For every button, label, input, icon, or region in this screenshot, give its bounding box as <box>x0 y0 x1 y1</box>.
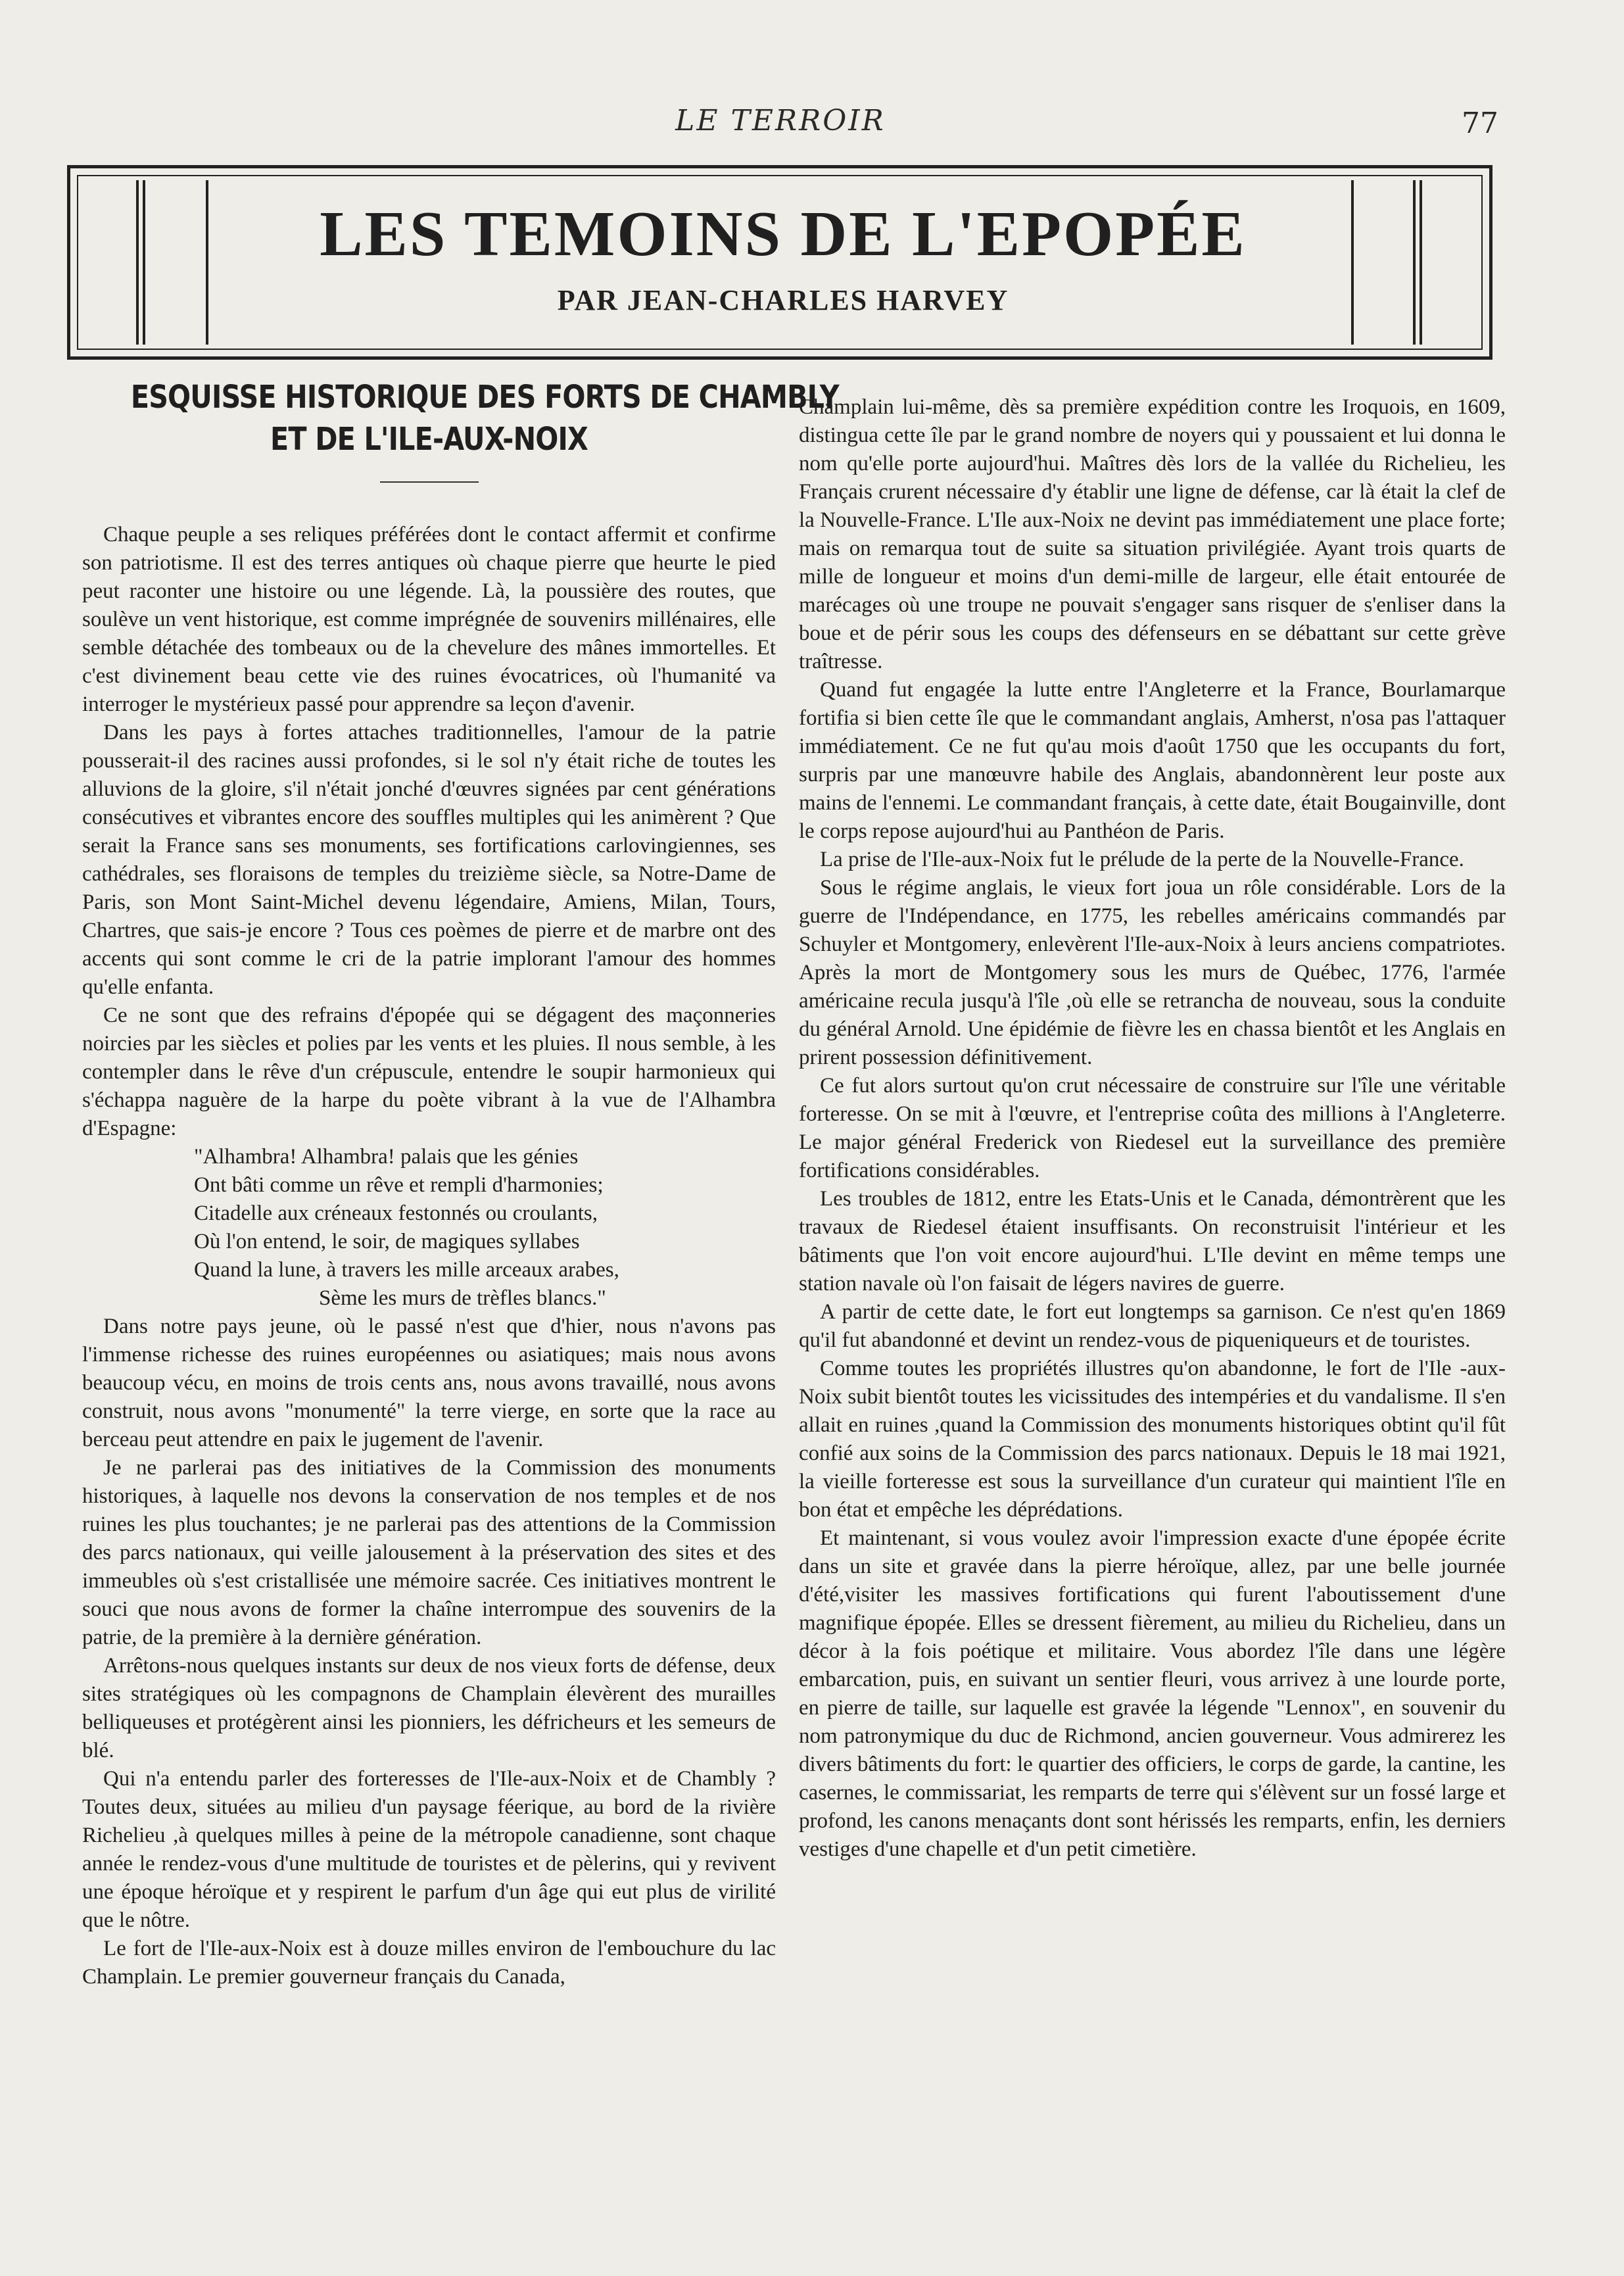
paragraph: Qui n'a entendu parler des forteresses de l'Ile-aux-Noix et de Chambly ? Toutes deux, situées au milieu d'un paysage féerique, au bord de la rivière Richelieu ,à quelques milles à peine de la métropole canadienne, sont chaque année le rendez-vous d'une multitude de touristes et de pèlerins, qui y revivent une époque héroïque et y respirent le parfum d'un âge qui eut plus de virilité que le nôtre. <box>82 1767 776 1932</box>
poem-line: Où l'on entend, le soir, de magiques syllabes <box>194 1230 580 1253</box>
paragraph: Et maintenant, si vous voulez avoir l'impression exacte d'une épopée écrite dans un site et gravée dans la pierre héroïque, allez, par une belle journée d'été,visiter les massives fortifications qui furent l'aboutissement d'une magnifique épopée. Elles se dressent fièrement, au milieu du Richelieu, dans un décor à la fois poétique et militaire. Vous abordez l'île dans une légère embarcation, puis, en suivant un sentier fleuri, vous arrivez à une lourde porte, en pierre de taille, sur laquelle est gravée la légende "Lennox", en souvenir du nom patronymique du duc de Richmond, ancien gouverneur. Vous admirerez les divers bâtiments du fort: le quartier des officiers, le corps de garde, la cantine, les casernes, le commissariat, les remparts de terre qui s'élèvent sur un fossé large et profond, les canons menaçants dont sont hérissés les remparts, enfin, les derniers vestiges d'une chapelle et d'un petit cimetière. <box>799 1526 1506 1861</box>
article-subheading <box>130 376 839 460</box>
poem-line: Citadelle aux créneaux festonnés ou croulants, <box>194 1201 598 1225</box>
paragraph: Champlain lui-même, dès sa première expédition contre les Iroquois, en 1609, distingua cette île par le grand nombre de noyers qui y poussaient et lui donna le nom qu'elle porte aujourd'hui. Maîtres dès lors de la vallée du Richelieu, les Français crurent nécessaire d'y établir une ligne de défense, car là était la clef de la Nouvelle-France. L'Ile aux-Noix ne devint pas immédiatement une place forte; mais on remarqua tout de suite sa situation privilégiée. Ayant trois quarts de mille de longueur et moins d'un demi-mille de largeur, elle était entourée de marécages où une troupe ne pouvait s'engager sans risquer de s'enliser dans la boue et de périr sous les coups des défenseurs en se débattant sur cette grève traîtresse. <box>799 395 1506 673</box>
paragraph: Je ne parlerai pas des initiatives de la Commission des monuments historiques, à laquelle nos devons la conservation de nos temples et de nos ruines les plus touchantes; je ne parlerai pas des attentions de la Commission des parcs nationaux, qui veille jalousement à la préservation des sites et des immeubles où s'est cristallisée une mémoire sacrée. Ces initiatives montrent le souci que nous avons de former la chaîne interrompue des souvenirs de la patrie, de la première à la dernière génération. <box>82 1456 776 1649</box>
frame-bar-right-3 <box>1420 180 1422 345</box>
subheading-line: ET DE L'ILE-AUX-NOIX <box>270 421 588 458</box>
poem-line: Sème les murs de trèfles blancs." <box>319 1286 606 1310</box>
running-title: LE TERROIR <box>675 104 886 137</box>
left-column <box>82 376 839 1991</box>
frame-bar-left-2 <box>143 180 145 345</box>
paragraph: Les troubles de 1812, entre les Etats-Unis et le Canada, démontrèrent que les travaux de Riedesel étaient insuffisants. On reconstruisit l'intérieur et les bâtiments que l'on voit encore aujourd'hui. L'Ile devint en même temps une station navale où l'on faisait de légers navires de guerre. <box>799 1187 1506 1295</box>
paragraph: Ce fut alors surtout qu'on crut nécessaire de construire sur l'île une véritable forteresse. On se mit à l'œuvre, et l'entreprise coûta des millions à l'Angleterre. Le major général Frederick von Riedesel eut la surveillance des première fortifications considérables. <box>799 1074 1506 1182</box>
poem-line: "Alhambra! Alhambra! palais que les génies <box>194 1145 579 1169</box>
paragraph: Ce ne sont que des refrains d'épopée qui se dégagent des maçonneries noircies par les siècles et polies par les vents et les pluies. Il nous semble, à les contempler dans le rêve d'un crépuscule, entendre le soupir harmonieux qui s'échappa naguère de la harpe du poète vibrant à la vue de l'Alhambra d'Espagne: <box>82 1004 776 1140</box>
frame-bar-left-1 <box>136 180 139 345</box>
paragraph: Dans notre pays jeune, où le passé n'est que d'hier, nous n'avons pas l'immense richesse des ruines européennes ou asiatiques; mais nous avons beaucoup vécu, en moins de trois cents ans, nous avons travaillé, nous avons construit, nous avons "monumenté" la terre vierge, en sorte que la race au berceau peut attendre en paix le jugement de l'avenir. <box>82 1315 776 1451</box>
frame-bar-right-1 <box>1351 180 1354 345</box>
frame-bar-right-2 <box>1413 180 1416 345</box>
paragraph: Dans les pays à fortes attaches traditionnelles, l'amour de la patrie pousserait-il des racines aussi profondes, si le sol n'y était riche de toutes les alluvions de la gloire, s'il n'était jonché d'œuvres signées par cent générations consécutives et vibrantes encore des souffles multiples qui les animèrent ? Que serait la France sans ses monuments, ses fortifications carlovingiennes, ses cathédrales, ses floraisons de temples du treizième siècle, sa Notre-Dame de Paris, son Mont Saint-Michel devenu légendaire, Amiens, Milan, Tours, Chartres, que sais-je encore ? Tous ces poèmes de pierre et de marbre ont des accents qui sont comme le cri de la patrie implorant l'amour des hommes qu'elle enfanta. <box>82 721 776 999</box>
paragraph: Comme toutes les propriétés illustres qu'on abandonne, le fort de l'Ile -aux-Noix subit bientôt toutes les vicissitudes des intempéries et du vandalisme. Il s'en allait en ruines ,quand la Commission des monuments historiques obtint qu'il fût confié aux soins de la Commission des parcs nationaux. Depuis le 18 mai 1921, la vieille forteresse est sous la surveillance d'un curateur qui maintient l'île en bon état et empêche les déprédations. <box>799 1357 1506 1522</box>
article-byline: PAR JEAN-CHARLES HARVEY <box>557 284 1009 316</box>
paragraph: A partir de cette date, le fort eut longtemps sa garnison. Ce n'est qu'en 1869 qu'il fut abandonné et devint un rendez-vous de piqueniqueurs et de touristes. <box>799 1300 1506 1352</box>
paragraph: Le fort de l'Ile-aux-Noix est à douze milles environ de l'embouchure du lac Champlain. Le premier gouverneur français du Canada, <box>82 1937 776 1989</box>
article-title: LES TEMOINS DE L'EPOPÉE <box>320 199 1247 270</box>
paragraph: La prise de l'Ile-aux-Noix fut le prélude de la perte de la Nouvelle-France. <box>820 848 1464 871</box>
paragraph: Chaque peuple a ses reliques préférées dont le contact affermit et confirme son patriotisme. Il est des terres antiques où chaque pierre que heurte le pied peut raconter une histoire ou une légende. Là, la poussière des routes, que soulève un vent historique, est comme imprégnée de souvenirs millénaires, elle semble détachée des tombeaux ou de la chevelure des mânes immortelles. Et c'est divinement beau cette vie des ruines évocatrices, où l'humanité va interroger le mystérieux passé pour apprendre sa leçon d'avenir. <box>82 523 776 716</box>
paragraph: Arrêtons-nous quelques instants sur deux de nos vieux forts de défense, deux sites stratégiques où les compagnons de Champlain élevèrent des murailles belliqueuses et protégèrent ainsi les pionniers, les défricheurs et les semeurs de blé. <box>82 1654 776 1762</box>
section-divider <box>380 481 479 483</box>
right-column <box>799 393 1506 1864</box>
poem-quote <box>82 1143 776 1313</box>
title-frame <box>67 165 1493 360</box>
subheading-line: ESQUISSE HISTORIQUE DES FORTS DE CHAMBLY <box>130 379 839 416</box>
frame-bar-left-3 <box>206 180 208 345</box>
poem-line: Ont bâti comme un rêve et rempli d'harmonies; <box>194 1173 604 1197</box>
paragraph: Sous le régime anglais, le vieux fort joua un rôle considérable. Lors de la guerre de l'Indépendance, en 1775, les rebelles américains commandés par Schuyler et Montgomery, enlevèrent l'Ile-aux-Noix à leurs anciens compatriotes. Après la mort de Montgomery sous les murs de Québec, 1776, l'armée américaine recula jusqu'à l'île ,où elle se retrancha de nouveau, sous la conduite du général Arnold. Une épidémie de fièvre les en chassa bientôt et les Anglais en prirent possession définitivement. <box>799 876 1506 1069</box>
paragraph: Quand fut engagée la lutte entre l'Angleterre et la France, Bourlamarque fortifia si bien cette île que le commandant anglais, Amherst, n'osa pas l'attaquer immédiatement. Ce ne fut qu'au mois d'août 1750 que les occupants du fort, surpris par une manœuvre habile des Anglais, abandonnèrent leur poste aux mains de l'ennemi. Le commandant français, à cette date, était Bougainville, dont le corps repose aujourd'hui au Panthéon de Paris. <box>799 678 1506 843</box>
page-number: 77 <box>1462 107 1498 140</box>
poem-line: Quand la lune, à travers les mille arceaux arabes, <box>194 1258 619 1282</box>
